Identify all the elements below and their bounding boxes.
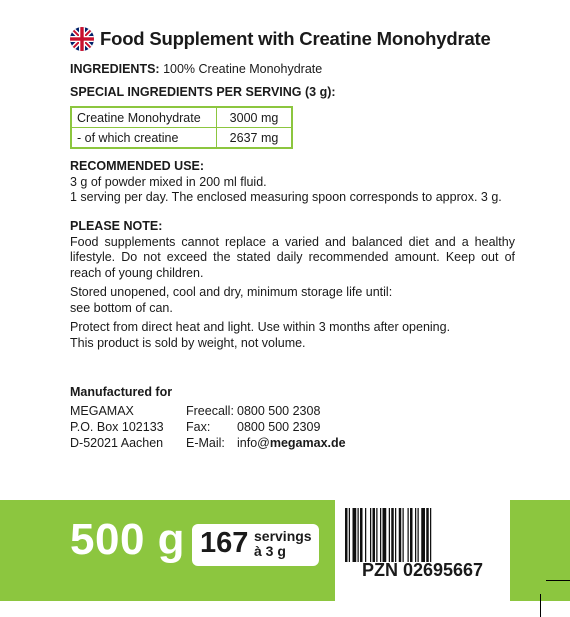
servings-per: à 3 g — [254, 543, 286, 559]
ingredient-name: Creatine Monohydrate — [71, 107, 217, 128]
manufacturer-box: P.O. Box 102133 — [70, 419, 164, 434]
manufacturer-section — [70, 385, 390, 451]
protect-line: Protect from direct heat and light. Use within 3 months after opening. — [70, 320, 451, 334]
table-row — [71, 128, 292, 149]
crop-mark — [540, 594, 541, 617]
pzn-number: PZN 02695667 — [361, 560, 484, 580]
barcode-icon — [343, 508, 503, 562]
barcode-area — [335, 500, 510, 601]
email-address[interactable] — [237, 435, 346, 451]
special-ingredients-heading: SPECIAL INGREDIENTS PER SERVING (3 g): — [70, 85, 336, 99]
recommended-use-heading: RECOMMENDED USE: — [70, 159, 205, 173]
servings-count: 167 — [200, 527, 249, 559]
recommended-use-line: 3 g of powder mixed in 200 ml fluid. — [70, 174, 267, 189]
please-note-paragraph: Food supplements cannot replace a varied and balanced diet and a healthy lifestyle. Do not exceed the stated daily recommended amount. Keep out of reach of young children. — [70, 234, 515, 280]
manufacturer-heading: Manufactured for — [70, 385, 173, 399]
please-note-section — [70, 219, 515, 351]
protect-line: This product is sold by weight, not volume. — [70, 335, 306, 350]
uk-flag-icon — [70, 27, 94, 51]
manufacturer-city: D-52021 Aachen — [70, 435, 164, 450]
fax-number: 0800 500 2309 — [237, 419, 321, 434]
crop-mark — [546, 580, 570, 581]
fax-label: Fax: — [186, 419, 211, 434]
ingredient-amount: 3000 mg — [217, 107, 293, 128]
manufacturer-name: MEGAMAX — [70, 403, 134, 418]
recommended-use-line: 1 serving per day. The enclosed measuring spoon corresponds to approx. 3 g. — [70, 190, 502, 204]
ingredient-amount: 2637 mg — [217, 128, 293, 149]
ingredients-label: INGREDIENTS: — [70, 62, 160, 76]
net-weight: 500 g — [70, 515, 186, 564]
servings-word: servings — [254, 528, 312, 544]
please-note-heading: PLEASE NOTE: — [70, 219, 163, 233]
email-user: info@ — [237, 435, 270, 450]
freecall-number: 0800 500 2308 — [237, 403, 321, 418]
ingredients-line — [70, 62, 322, 76]
freecall-label: Freecall: — [186, 403, 234, 418]
table-row — [71, 107, 292, 128]
email-domain: megamax.de — [269, 435, 346, 450]
recommended-use-section — [70, 159, 520, 206]
ingredients-text: 100% Creatine Monohydrate — [163, 62, 323, 76]
ingredient-name: - of which creatine — [71, 128, 217, 149]
product-title: Food Supplement with Creatine Monohydrate — [100, 28, 491, 49]
storage-line: Stored unopened, cool and dry, minimum storage life until: — [70, 285, 393, 299]
servings-badge — [192, 524, 319, 566]
email-label: E-Mail: — [186, 435, 225, 450]
servings-label — [254, 529, 312, 559]
special-ingredients-table — [70, 106, 293, 149]
storage-line: see bottom of can. — [70, 300, 173, 315]
